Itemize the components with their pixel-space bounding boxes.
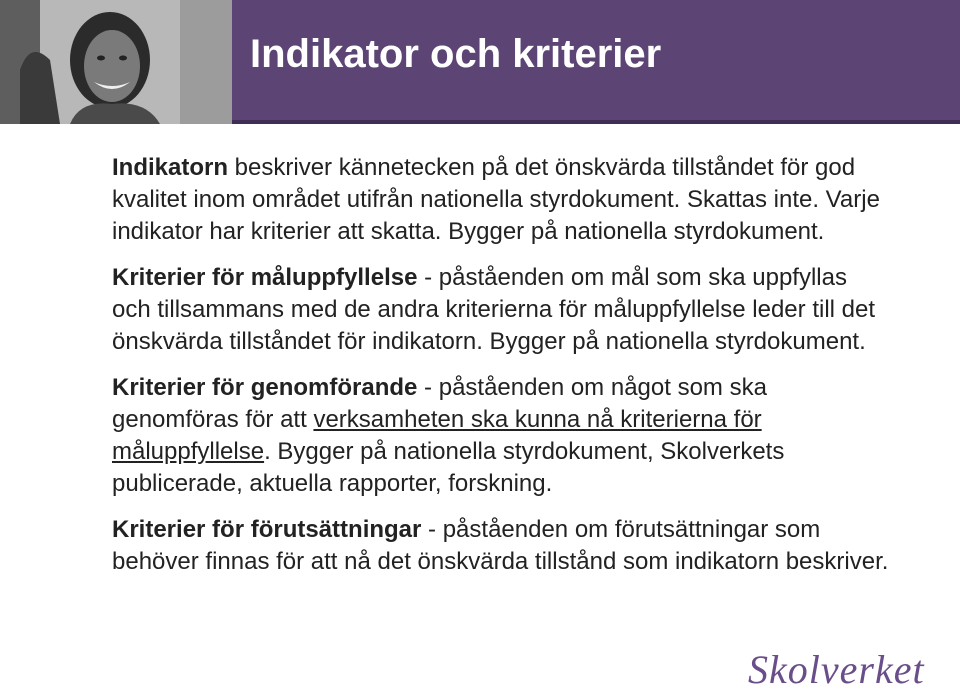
paragraph-genomforande xyxy=(112,372,892,500)
paragraph-maluppfyllelse xyxy=(112,262,892,358)
text-indikatorn: beskriver kännetecken på det önskvärda tillståndet för god kvalitet inom området utifrån nationella styrdokument. Skattas inte. Varje indikator har kriterier att skatta. Bygger på nationella styrdokument. xyxy=(112,154,880,245)
header-photo xyxy=(0,0,232,124)
title-bar xyxy=(232,0,960,120)
text-forutsattningar: - påståenden om förutsättningar som behöver finnas för att nå det önskvärda tillstånd som indikatorn beskriver. xyxy=(112,516,889,575)
term-forutsattningar: Kriterier för förutsättningar xyxy=(112,516,422,543)
text-genomforande-after: . Bygger på nationella styrdokument, Skolverkets publicerade, aktuella rapporter, forskning. xyxy=(112,438,785,497)
header xyxy=(0,0,960,124)
paragraph-indikatorn xyxy=(112,152,892,248)
term-genomforande: Kriterier för genomförande xyxy=(112,374,418,401)
paragraph-forutsattningar xyxy=(112,514,892,578)
title-bar-underline xyxy=(232,120,960,124)
skolverket-logo: Skolverket xyxy=(748,647,925,692)
text-genomforande-underlined: verksamheten ska kunna nå kriterierna för måluppfyllelse xyxy=(112,406,762,465)
text-maluppfyllelse: - påståenden om mål som ska uppfyllas och tillsammans med de andra kriterierna för måluppfyllelse leder till det önskvärda tillståndet för indikatorn. Bygger på nationella styrdokument. xyxy=(112,264,876,355)
term-maluppfyllelse: Kriterier för måluppfyllelse xyxy=(112,264,418,291)
term-indikatorn: Indikatorn xyxy=(112,154,229,181)
text-genomforande-before: - påståenden om något som ska genomföras för att xyxy=(112,374,767,433)
page-title: Indikator och kriterier xyxy=(250,32,662,76)
content-area xyxy=(112,152,892,592)
person-photo-icon xyxy=(0,0,232,124)
